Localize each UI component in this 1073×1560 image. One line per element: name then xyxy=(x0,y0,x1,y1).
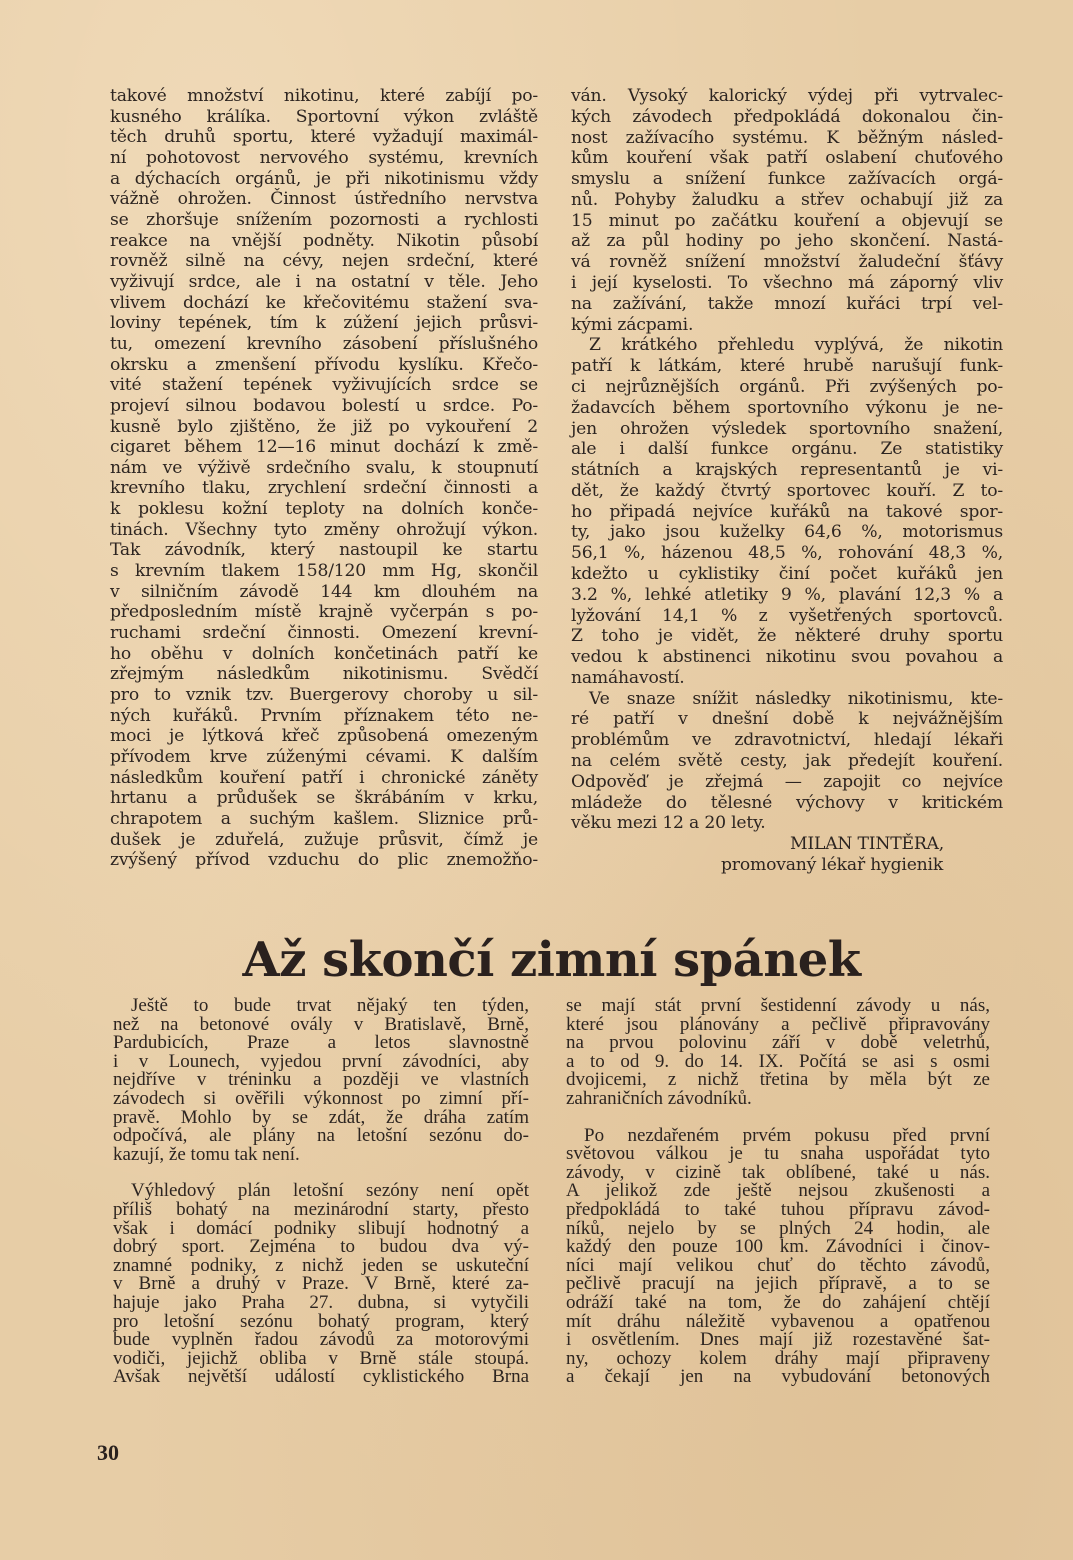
text-line: reakce na vnější podněty. Nikotin působí xyxy=(110,230,538,251)
article2-right-column xyxy=(566,997,990,1387)
text-line: lyžování 14,1 % z vyšetřených sportovců. xyxy=(571,605,1003,626)
text-line: Avšak největší událostí cyklistického Brna xyxy=(113,1366,529,1388)
text-line: projeví silnou bodavou bolestí u srdce. Po- xyxy=(110,395,538,416)
text-line: každý den pouze 100 km. Závodníci i činov- xyxy=(566,1236,990,1258)
text-line: Po nezdařeném prvém pokusu před první xyxy=(584,1124,990,1146)
text-line: pro to vznik tzv. Buergerovy choroby u sil- xyxy=(110,685,538,706)
text-line: hrtanu a průdušek se škrábáním v krku, xyxy=(110,788,538,809)
text-line: ci nejrůznějších orgánů. Při zvýšených po- xyxy=(571,376,1003,397)
text-line: a čekají jen na vybudování betonových xyxy=(566,1366,990,1388)
text-line: rovněž silně na cévy, nejen srdeční, které xyxy=(110,251,538,272)
text-line: níci mají velikou chuť do těchto závodů, xyxy=(566,1254,990,1276)
article-title: Až skončí zimní spánek xyxy=(242,932,861,988)
text-line: vážně ohrožen. Činnost ústředního nervstva xyxy=(110,189,538,210)
text-line: s krevním tlakem 158/120 mm Hg, skončil xyxy=(110,561,538,582)
text-line: Pardubicích, Praze a letos slavnostně xyxy=(113,1032,529,1054)
text-line: ré patří v dnešní době k nejvážnějším xyxy=(571,709,1003,730)
text-line: patří k látkám, které hrubě narušují funk- xyxy=(571,356,1003,377)
text-line: a dýchacích orgánů, je při nikotinismu vždy xyxy=(110,168,538,189)
text-line: příliš bohatý na mezinárodní starty, přesto xyxy=(113,1198,529,1220)
text-line: tu, omezení krevního zásobení příslušného xyxy=(110,333,538,354)
text-line: mít dráhu náležitě vybavenou a opatřenou xyxy=(566,1310,990,1332)
text-line: zřejmým následkům nikotinismu. Svědčí xyxy=(110,664,538,685)
author-name: MILAN TINTĚRA, xyxy=(790,834,945,855)
text-line: níků, nejelo by se plných 24 hodin, ale xyxy=(566,1217,990,1239)
text-line: v silničním závodě 144 km dlouhém na xyxy=(110,581,538,602)
text-line: závody, v cizině tak oblíbené, také u nás. xyxy=(566,1161,990,1183)
text-line: ale i další funkce orgánu. Ze statistiky xyxy=(571,439,1003,460)
text-line: i osvětlením. Dnes mají již rozestavěné šat- xyxy=(566,1329,990,1351)
text-line: pravě. Mohlo by se zdát, že dráha zatím xyxy=(113,1106,529,1128)
text-line: ny, ochozy kolem dráhy mají připraveny xyxy=(566,1347,990,1369)
article2-paragraph xyxy=(113,1182,529,1387)
text-line: 56,1 %, házenou 48,5 %, rohování 48,3 %, xyxy=(571,543,1003,564)
article1-paragraph xyxy=(571,689,1003,834)
text-line: vité stažení tepének vyživujících srdce se xyxy=(110,375,538,396)
text-line: namáhavostí. xyxy=(571,667,685,688)
paragraph-gap xyxy=(566,1109,990,1127)
text-line: chrapotem a suchým kašlem. Sliznice prů- xyxy=(110,808,538,829)
text-line: až za půl hodiny po jeho skončení. Nastá- xyxy=(571,231,1003,252)
text-line: přívodem krve zúženými cévami. K dalším xyxy=(110,747,538,767)
article1-paragraph xyxy=(571,335,1003,688)
text-line: dobrý sport. Zejména to budou dva vý- xyxy=(113,1236,529,1258)
text-line: ruchami srdeční činnosti. Omezení krevní- xyxy=(110,623,538,644)
text-line: odráží také na tom, že do zahájení chtějí xyxy=(566,1291,990,1313)
text-line: ho oběhu v dolních končetinách patří ke xyxy=(110,643,538,664)
text-line: vodiči, jejichž obliba v Brně stále stoupá. xyxy=(113,1347,529,1369)
text-line: i v Lounech, vyjedou první závodníci, aby xyxy=(113,1050,529,1072)
text-line: kými zácpami. xyxy=(571,314,694,335)
text-line: 15 minut po začátku kouření a objevují se xyxy=(571,210,1003,231)
text-line: kusně bylo zjištěno, že již po vykouření 2 xyxy=(110,416,538,437)
text-line: ných kuřáků. Prvním příznakem této ne- xyxy=(110,705,538,726)
text-line: nost zažívacího systému. K běžným násled- xyxy=(571,127,1003,148)
text-line: k poklesu kožní teploty na dolních konče- xyxy=(110,499,538,520)
article2-left-column xyxy=(113,997,529,1387)
text-line: dět, že každý čtvrtý sportovec kouří. Z to- xyxy=(571,480,1003,501)
text-line: Výhledový plán letošní sezóny není opět xyxy=(131,1180,529,1202)
text-line: nů. Pohyby žaludku a střev ochabují již za xyxy=(571,189,1003,210)
text-line: kazují, že tomu tak není. xyxy=(113,1143,300,1165)
text-line: závodech si ověřili výkonnost po zimní pří- xyxy=(113,1087,529,1109)
article1-right-column xyxy=(571,86,1003,876)
text-line: předpokládá to také tuhou přípravu závod- xyxy=(566,1198,990,1220)
text-line: cigaret během 12—16 minut dochází k změ- xyxy=(110,437,538,458)
article2-paragraph xyxy=(113,997,529,1164)
text-line: ní pohotovost nervového systému, krevních xyxy=(110,147,538,168)
text-line: takové množství nikotinu, které zabíjí po- xyxy=(110,86,538,106)
text-line: věku mezi 12 a 20 lety. xyxy=(571,813,766,834)
text-line: znamné podniky, z nichž jeden se uskuteční xyxy=(113,1254,529,1276)
text-line: na zažívání, takže mnozí kuřáci trpí vel- xyxy=(571,293,1003,314)
text-line: ván. Vysoký kalorický výdej při vytrvalec- xyxy=(571,86,1003,106)
text-line: kusného králíka. Sportovní výkon zvláště xyxy=(110,106,538,127)
text-line: 3.2 %, lehké atletiky 9 %, plavání 12,3 % a xyxy=(571,584,1003,605)
text-line: kům kouření však patří oslabení chuťového xyxy=(571,148,1003,169)
text-line: předposledním místě krajně vyčerpán s po- xyxy=(110,602,538,623)
text-line: zahraničních závodníků. xyxy=(566,1087,752,1109)
text-line: odpočívá, ale plány na letošní sezónu do- xyxy=(113,1125,529,1147)
text-line: na celém světě cesty, jak předejít kouření. xyxy=(571,751,1003,771)
text-line: se mají stát první šestidenní závody u nás, xyxy=(566,995,990,1016)
text-line: moci je lýtková křeč způsobená omezeným xyxy=(110,726,538,747)
text-line: vá rovněž snížení množství žaludeční šťávy xyxy=(571,252,1003,273)
text-line: ty, jako jsou kuželky 64,6 %, motorismus xyxy=(571,522,1003,543)
text-line: kdežto u cyklistiky činí počet kuřáků jen xyxy=(571,563,1003,584)
text-line: vedou k abstinenci nikotinu svou povahou a xyxy=(571,647,1003,668)
text-line: než na betonové ovály v Bratislavě, Brně, xyxy=(113,1013,529,1035)
text-line: mládeže do tělesné výchovy v kritickém xyxy=(571,792,1003,813)
text-line: smyslu a snížení funkce zažívacích orgá- xyxy=(571,169,1003,190)
text-line: problémům ve zdravotnictví, hledají lékaři xyxy=(571,730,1003,751)
text-line: Z krátkého přehledu vyplývá, že nikotin xyxy=(589,335,1003,356)
text-line: A jelikož zde ještě nejsou zkušenosti a xyxy=(566,1180,990,1202)
text-line: a to od 9. do 14. IX. Počítá se asi s osmi xyxy=(566,1050,990,1072)
text-line: hajuje jako Praha 27. dubna, si vytyčili xyxy=(113,1291,529,1313)
text-line: tinách. Všechny tyto změny ohrožují výkon. xyxy=(110,519,538,540)
text-line: pečlivě pracují na jejich přípravě, a to se xyxy=(566,1273,990,1295)
text-line: žadavcích během sportovního výkonu je ne- xyxy=(571,397,1003,418)
page-number: 30 xyxy=(97,1440,119,1465)
text-line: bude vyplněn řadou závodů za motorovými xyxy=(113,1329,529,1351)
text-line: loviny tepének, tím k zúžení jejich průsvi- xyxy=(110,313,538,334)
text-line: Ve snaze snížit následky nikotinismu, kte- xyxy=(589,688,1003,709)
text-line: dušek je zduřelá, zužuje průsvit, čímž je xyxy=(110,829,538,850)
text-line: na prvou polovinu září v době veletrhů, xyxy=(566,1032,990,1054)
text-line: ho připadá nejvíce kuřáků na takové spor- xyxy=(571,501,1003,522)
text-line: těch druhů sportu, které vyžadují maximál- xyxy=(110,127,538,148)
article1-left-column xyxy=(110,86,538,871)
text-line: státních a krajských representantů je vi- xyxy=(571,460,1003,481)
article2-paragraph xyxy=(566,997,990,1109)
text-line: které jsou plánovány a pečlivě připravovány xyxy=(566,1013,990,1035)
text-line: jen ohrožen výsledek sportovního snažení, xyxy=(571,418,1003,439)
text-line: vlivem dochází ke křečovitému stažení sva- xyxy=(110,292,538,313)
article2-paragraph xyxy=(566,1124,990,1388)
text-line: i její kyselosti. To všechno má záporný vliv xyxy=(571,273,1003,294)
text-line: vyživují srdce, ale i na ostatní v těle. Jeho xyxy=(110,271,538,292)
text-line: Z toho je vidět, že některé druhy sportu xyxy=(571,626,1003,647)
article1-paragraph xyxy=(571,86,1003,335)
text-line: nám ve výživě srdečního svalu, k stoupnutí xyxy=(110,457,538,478)
text-line: Tak závodník, který nastoupil ke startu xyxy=(110,540,538,561)
text-line: se zhoršuje snížením pozornosti a rychlosti xyxy=(110,209,538,230)
text-line: Odpověď je zřejmá — zapojit co nejvíce xyxy=(571,771,1003,792)
text-line: krevního tlaku, zrychlení srdeční činnosti a xyxy=(110,478,538,499)
author-title: promovaný lékař hygienik xyxy=(721,854,944,875)
text-line: nejdříve v tréninku a později ve vlastních xyxy=(113,1069,529,1091)
text-line: dvojicemi, z nichž třetina by měla být ze xyxy=(566,1069,990,1091)
text-line: okrsku a zmenšení přívodu kyslíku. Křečo- xyxy=(110,354,538,375)
text-line: pro letošní sezónu bohatý program, který xyxy=(113,1310,529,1332)
text-line: světovou válkou je tu snaha uspořádat tyto xyxy=(566,1143,990,1165)
text-line: v Brně a druhý v Praze. V Brně, které za- xyxy=(113,1273,529,1295)
text-line: však i domácí podniky slibují hodnotný a xyxy=(113,1217,529,1239)
text-line: následkům kouření patří i chronické záněty xyxy=(110,767,538,788)
text-line: Ještě to bude trvat nějaký ten týden, xyxy=(131,995,529,1016)
text-line: kých závodech předpokládá dokonalou čin- xyxy=(571,106,1003,127)
text-line: zvýšený přívod vzduchu do plic znemožňo- xyxy=(110,850,538,871)
